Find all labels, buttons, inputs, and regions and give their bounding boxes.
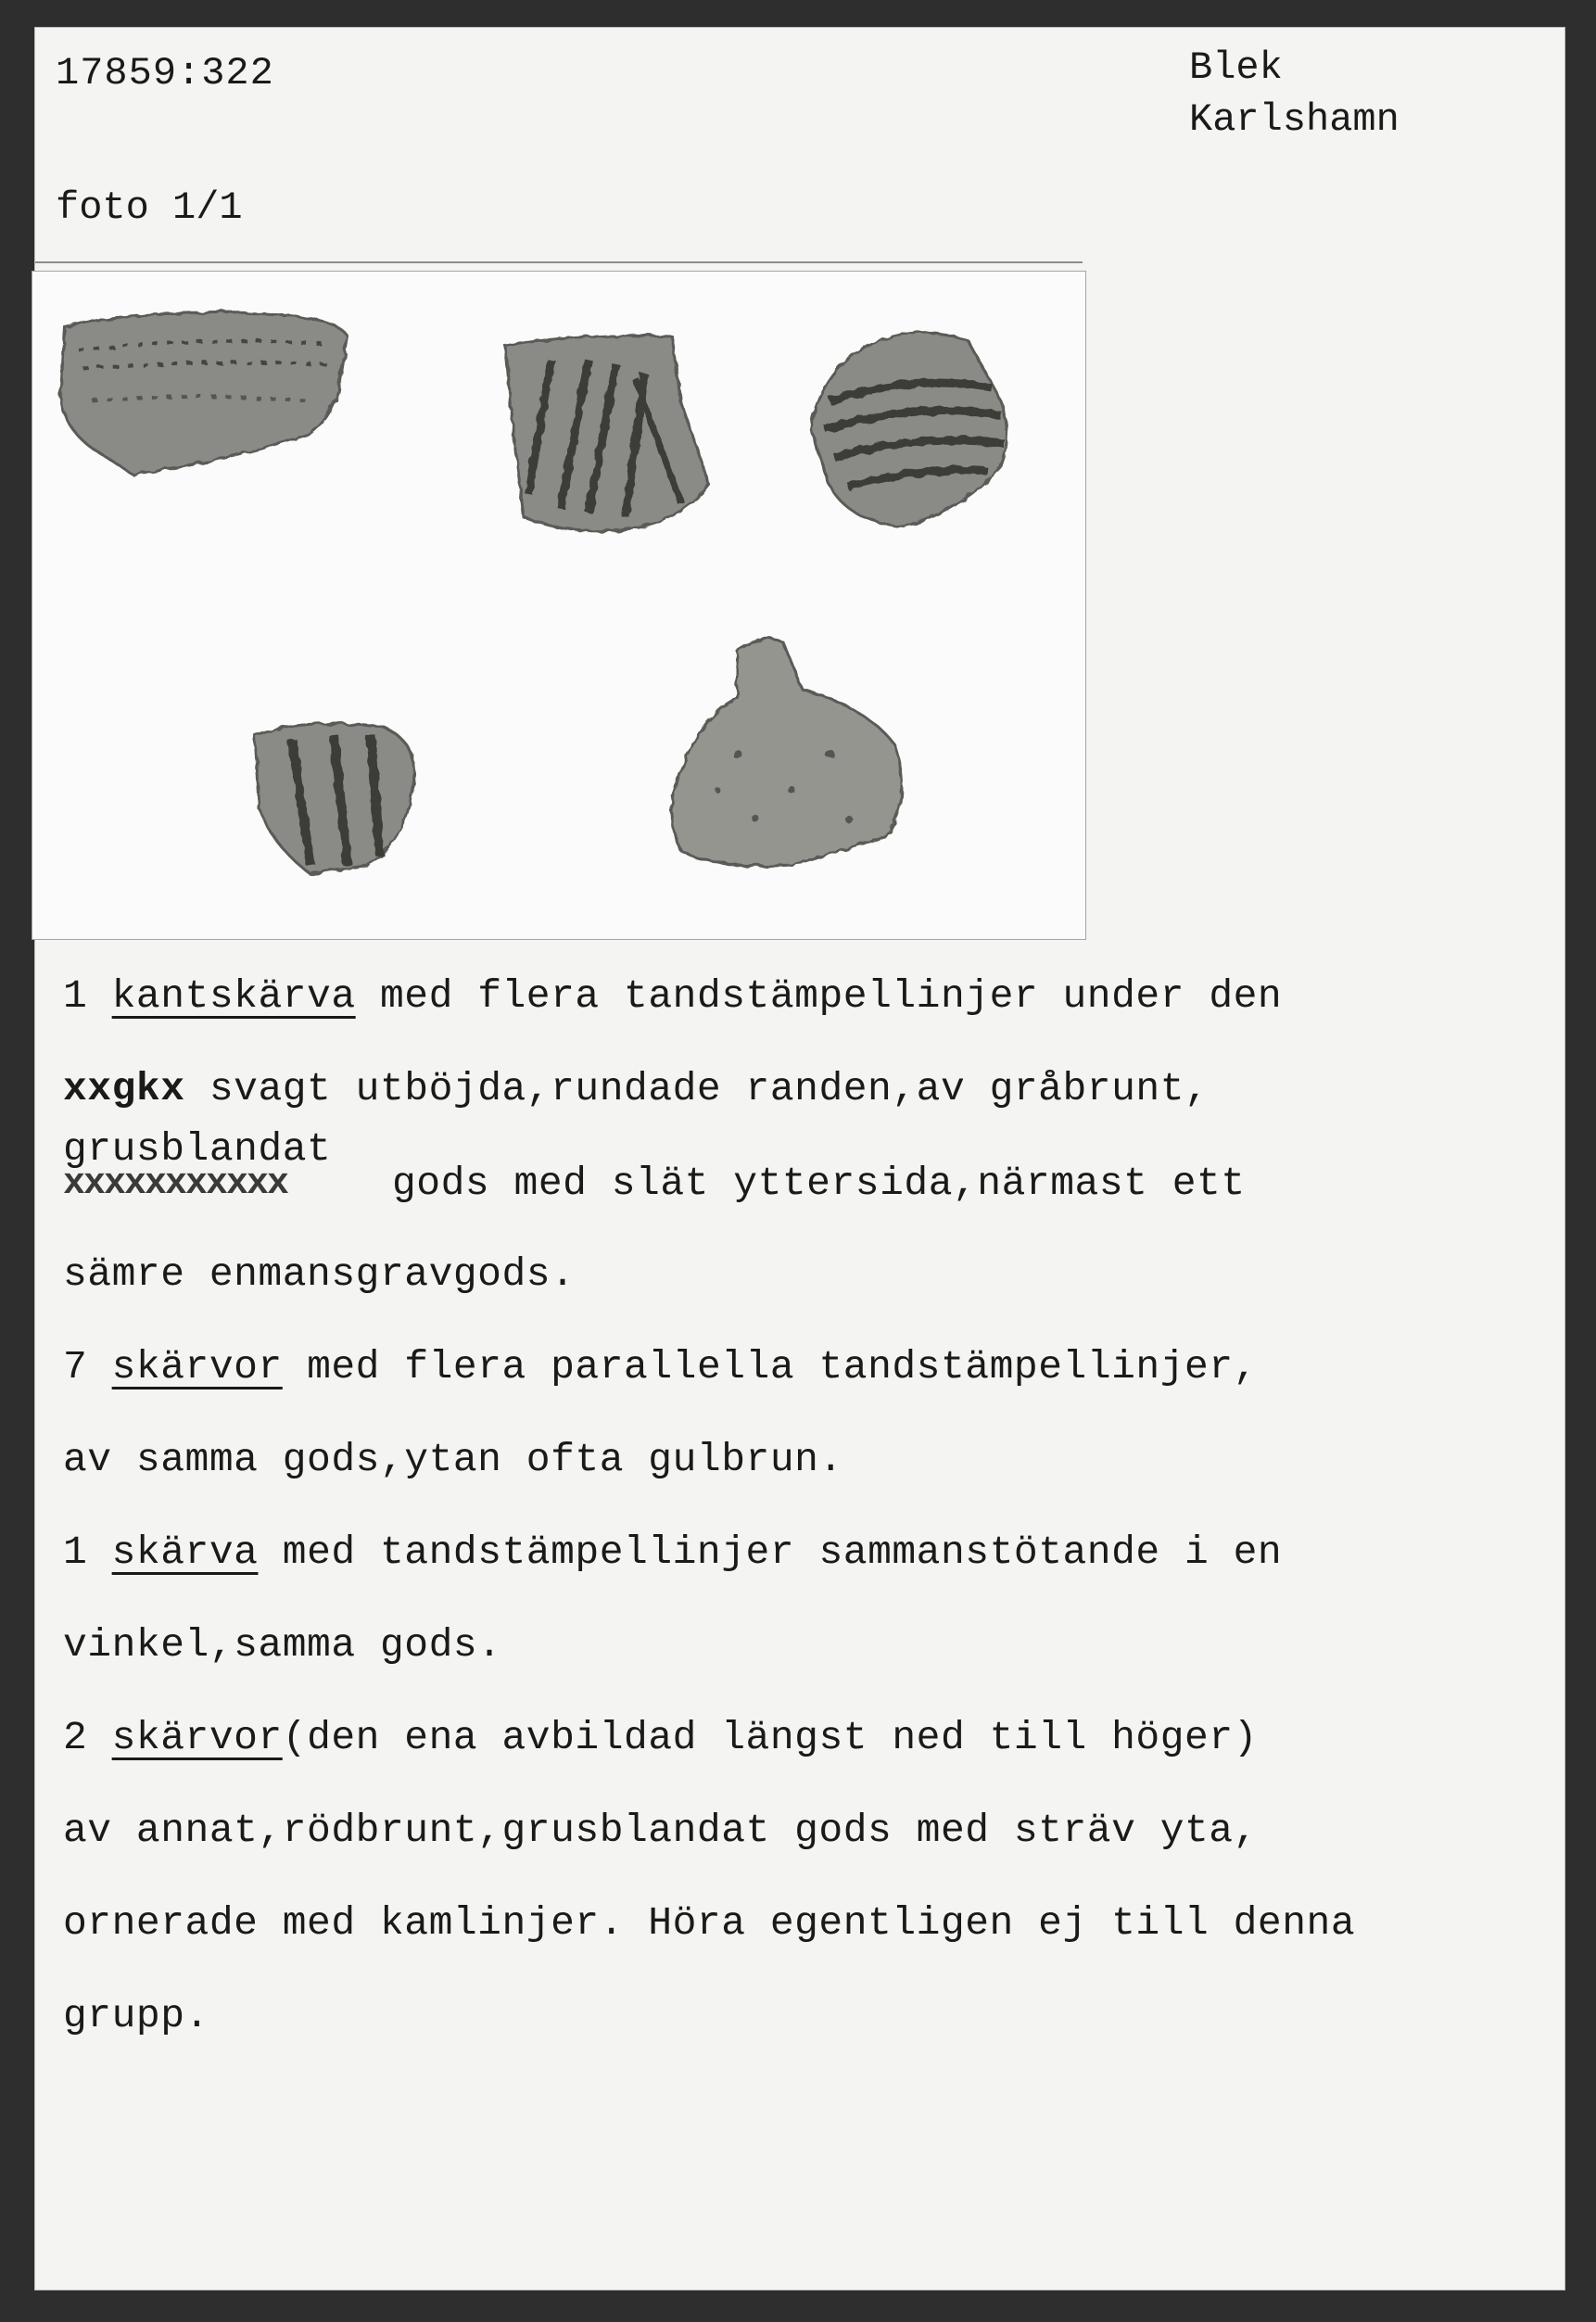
desc-count-1: 1 xyxy=(63,973,88,1019)
location-region: Blek xyxy=(1189,45,1283,90)
struck-text-2: xxgkx xyxy=(63,1066,185,1111)
desc-line-5 xyxy=(63,1344,1258,1389)
sherd-rim xyxy=(60,312,348,476)
location xyxy=(1189,42,1400,146)
desc-count-7: 1 xyxy=(63,1529,88,1575)
desc-line-2 xyxy=(63,1066,1209,1111)
desc-term-1: kantskärva xyxy=(111,973,356,1019)
desc-rest-5: med flera parallella tandstämpellinjer, xyxy=(307,1344,1258,1389)
desc-rest-9: (den ena avbildad längst ned till höger) xyxy=(282,1715,1258,1760)
desc-line-8: vinkel,samma gods. xyxy=(63,1622,502,1668)
divider xyxy=(35,261,1083,263)
catalog-number: 17859:322 xyxy=(56,51,274,95)
desc-line-11: ornerade med kamlinjer. Höra egentligen ej till denna xyxy=(63,1900,1356,1946)
desc-rest-3: gods med slät yttersida,närmast ett xyxy=(392,1161,1246,1206)
desc-line-10: av annat,rödbrunt,grusblandat gods med sträv yta, xyxy=(63,1808,1258,1853)
location-place: Karlshamn xyxy=(1189,97,1400,142)
desc-rest-1: med flera tandstämpellinjer under den xyxy=(379,973,1283,1019)
photo-scale: foto 1/1 xyxy=(56,185,243,230)
sherd-photo-svg xyxy=(32,272,1085,939)
desc-term-9: skärvor xyxy=(111,1715,283,1760)
desc-line-4: sämre enmansgravgods. xyxy=(63,1251,576,1297)
desc-term-5: skärvor xyxy=(111,1344,283,1389)
sherd-vertical-lines xyxy=(255,724,414,875)
desc-count-9: 2 xyxy=(63,1715,88,1760)
struck-text-3: xxxxxxxxxxx xyxy=(63,1163,288,1205)
desc-line-12: grupp. xyxy=(63,1993,209,2038)
desc-count-5: 7 xyxy=(63,1344,88,1389)
desc-line-1 xyxy=(63,973,1282,1019)
inserted-word: grusblandat xyxy=(63,1126,332,1172)
desc-rest-2: svagt utböjda,rundade randen,av gråbrunt, xyxy=(209,1066,1210,1111)
desc-rest-7: med tandstämpellinjer sammanstötande i en xyxy=(282,1529,1283,1575)
desc-line-6: av samma gods,ytan ofta gulbrun. xyxy=(63,1437,843,1482)
desc-line-9 xyxy=(63,1715,1258,1760)
sherd-rough xyxy=(672,640,902,866)
sherd-photograph xyxy=(32,271,1086,940)
sherd-parallel-lines xyxy=(811,333,1007,527)
sherd-angled-lines xyxy=(505,336,709,531)
catalog-card xyxy=(35,28,1564,2290)
desc-line-7 xyxy=(63,1529,1282,1575)
desc-term-7: skärva xyxy=(111,1529,259,1575)
